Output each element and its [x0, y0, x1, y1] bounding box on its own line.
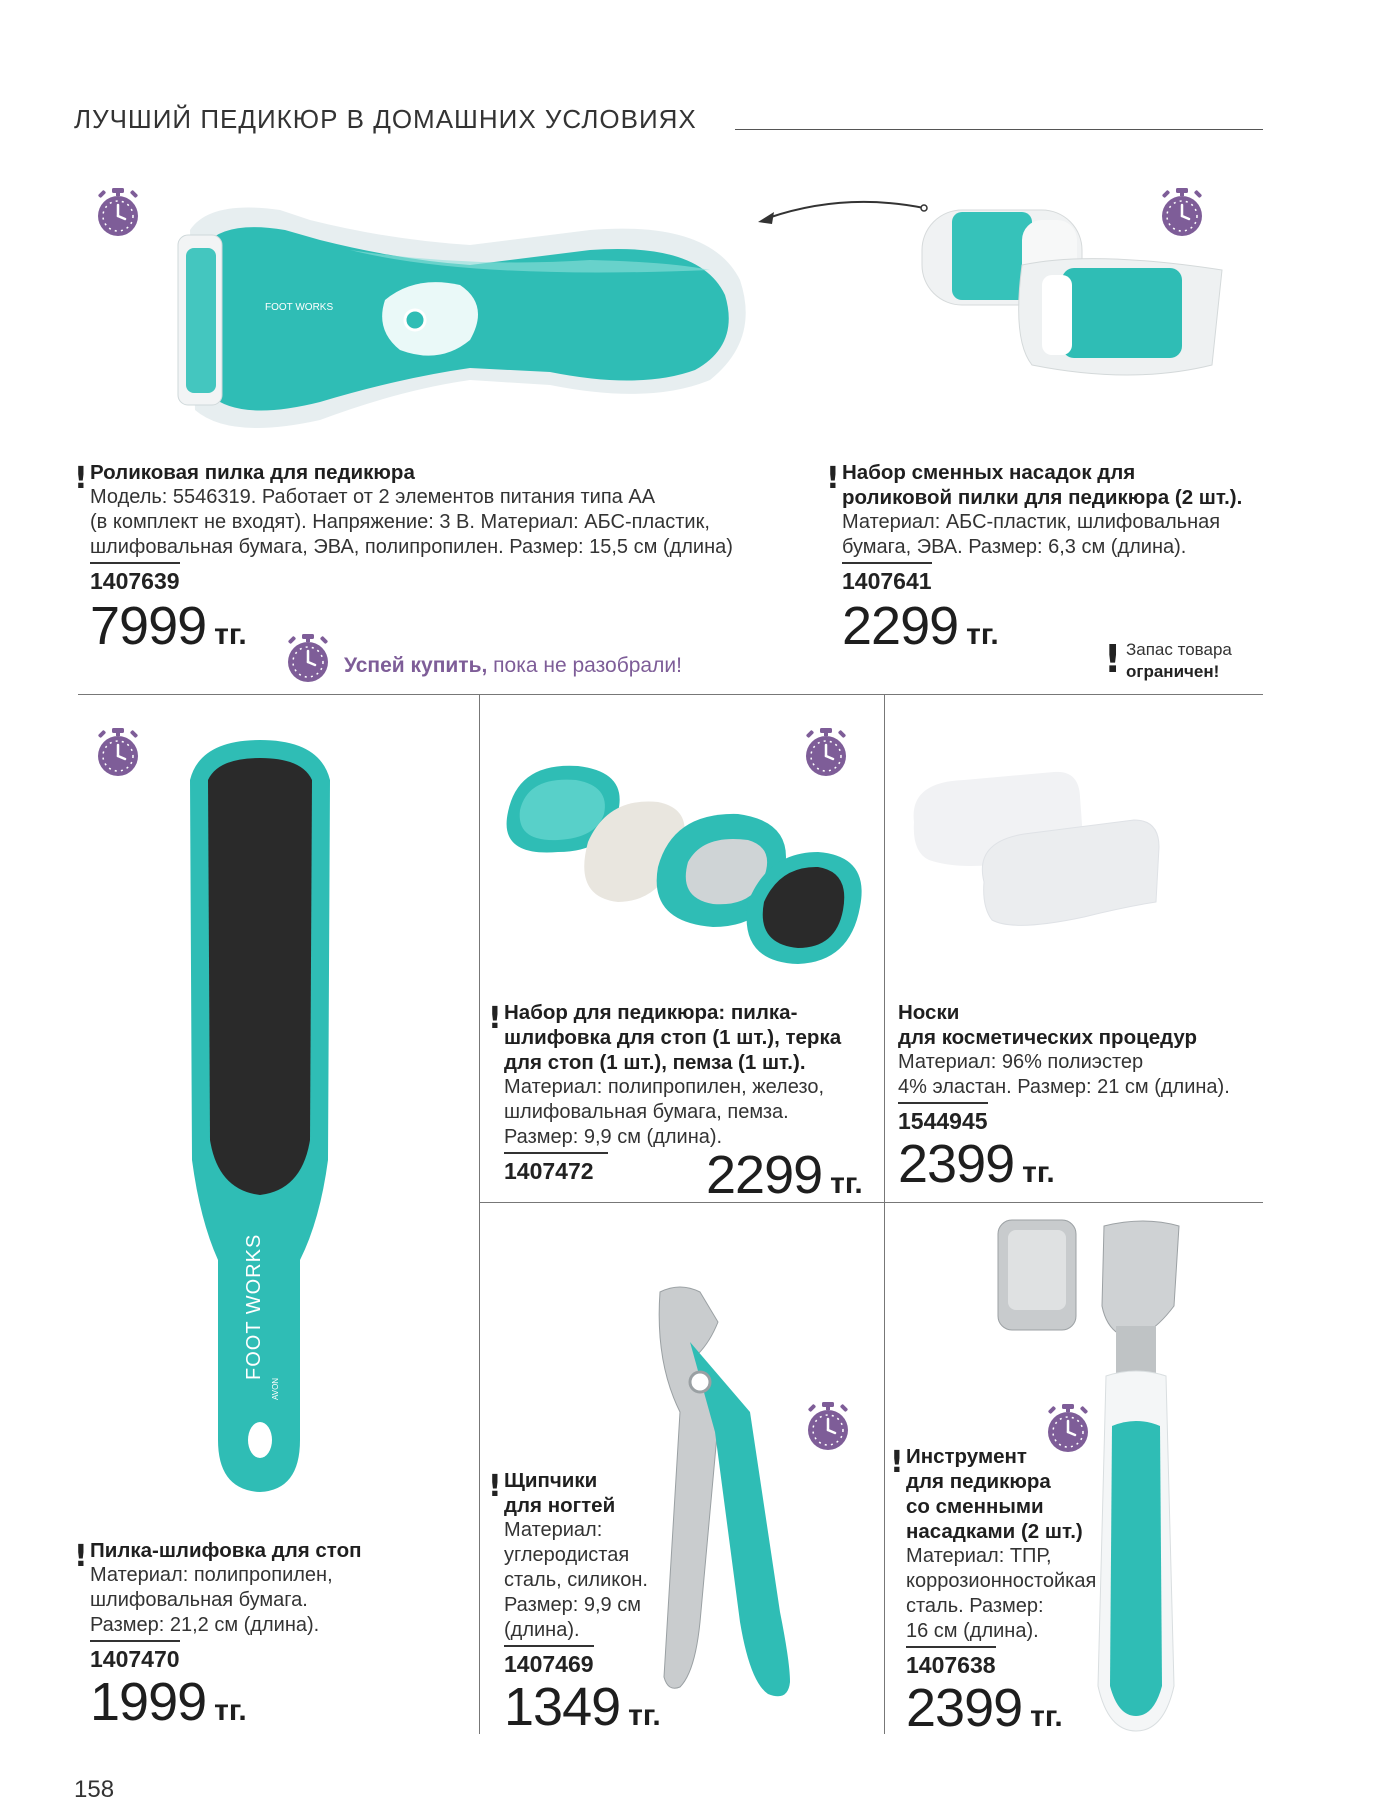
- replacement-heads-image: [912, 190, 1232, 390]
- product-code: 1407469: [504, 1645, 594, 1678]
- stock-note-line2: ограничен!: [1126, 662, 1220, 681]
- roller-file-image: [170, 190, 790, 440]
- product-description: Материал: 96% полиэстер 4% эластан. Размер: 21 см (длина).: [898, 1051, 1230, 1098]
- product-name: Набор сменных насадок для роликовой пилки для педикюра (2 шт.).: [842, 461, 1243, 509]
- limited-stock-icon: !: [488, 1469, 502, 1504]
- price-value: 2299: [706, 1145, 823, 1205]
- product-price: [706, 1145, 863, 1205]
- price-currency: тг.: [214, 1694, 247, 1727]
- price-currency: тг.: [1022, 1156, 1055, 1189]
- stock-note: [1104, 637, 1254, 688]
- product-pedicure-tool: [890, 1444, 1130, 1738]
- pedicure-set-image: [498, 752, 878, 982]
- product-roller-file: [74, 460, 794, 656]
- foot-file-brand-label: FOOT WORKS: [243, 1233, 265, 1380]
- product-code: 1407639: [90, 562, 180, 595]
- product-price: [504, 1677, 688, 1737]
- product-description: Модель: 5546319. Работает от 2 элементов питания типа АА (в комплект не входят). Напряжение: 3 В. Материал: АБС-пластик, шлифовальная бумага, ЭВА, полипропилен. Размер: 15,5 см (длина): [90, 486, 733, 558]
- product-code: 1407638: [906, 1646, 996, 1679]
- divider-col1: [479, 694, 480, 1734]
- price-currency: тг.: [1030, 1700, 1063, 1733]
- price-currency: тг.: [830, 1167, 863, 1200]
- price-value: 1349: [504, 1677, 621, 1737]
- price-currency: тг.: [628, 1699, 661, 1732]
- product-name: Роликовая пилка для педикюра: [90, 461, 415, 484]
- product-code: 1407472: [504, 1152, 608, 1185]
- page-title: ЛУЧШИЙ ПЕДИКЮР В ДОМАШНИХ УСЛОВИЯХ: [74, 104, 697, 134]
- limited-stock-icon: !: [890, 1445, 904, 1480]
- divider-middle: [479, 1202, 1263, 1203]
- arrow-icon: [754, 196, 934, 232]
- promo-rest: пока не разобрали!: [487, 654, 682, 677]
- product-price: [906, 1678, 1130, 1738]
- roller-brand-label: FOOT WORKS: [265, 302, 334, 313]
- divider-top: [78, 694, 1263, 695]
- timer-icon: [92, 726, 144, 778]
- product-description: Материал: полипропилен, шлифовальная бумага. Размер: 21,2 см (длина).: [90, 1564, 333, 1636]
- product-description: Материал: углеродистая сталь, силикон. Размер: 9,9 см (длина).: [504, 1519, 648, 1641]
- price-value: 2399: [898, 1134, 1015, 1194]
- stock-note-line1: Запас товара: [1126, 640, 1232, 659]
- limited-stock-icon: !: [826, 461, 840, 496]
- timer-icon: [282, 632, 334, 684]
- product-description: Материал: АБС-пластик, шлифовальная бумага, ЭВА. Размер: 6,3 см (длина).: [842, 511, 1221, 558]
- foot-file-sublabel: AVON: [271, 1377, 280, 1400]
- limited-stock-icon: !: [488, 1001, 502, 1036]
- product-description: Материал: полипропилен, железо, шлифовальная бумага, пемза. Размер: 9,9 см (длина).: [504, 1076, 825, 1148]
- price-value: 2399: [906, 1678, 1023, 1738]
- page-number: 158: [74, 1776, 115, 1803]
- product-replacement-heads: [826, 460, 1266, 656]
- product-name: Щипчики для ногтей: [504, 1469, 616, 1517]
- product-code: 1407470: [90, 1640, 180, 1673]
- timer-icon: [92, 186, 144, 238]
- promo-banner: [282, 632, 742, 692]
- product-socks: [898, 1000, 1268, 1194]
- price-value: 7999: [90, 596, 207, 656]
- product-code: 1407641: [842, 562, 932, 595]
- product-code: 1544945: [898, 1102, 988, 1135]
- limited-stock-icon: !: [1104, 637, 1122, 681]
- title-rule: [735, 129, 1263, 130]
- promo-text: [344, 654, 682, 678]
- price-currency: тг.: [966, 618, 999, 651]
- limited-stock-icon: !: [74, 1539, 88, 1574]
- product-pedicure-set: [488, 1000, 880, 1205]
- product-description: Материал: ТПР, коррозионностойкая сталь. Размер: 16 см (длина).: [906, 1545, 1097, 1642]
- product-price: [898, 1134, 1268, 1194]
- product-nail-clippers: [488, 1468, 688, 1737]
- product-foot-file: [74, 1538, 474, 1732]
- product-name: Инструмент для педикюра со сменными насадками (2 шт.): [906, 1445, 1083, 1543]
- divider-col2: [884, 694, 885, 1734]
- product-name: Набор для педикюра: пилка- шлифовка для стоп (1 шт.), терка для стоп (1 шт.), пемза (1 шт.).: [504, 1001, 842, 1074]
- price-value: 2299: [842, 596, 959, 656]
- foot-file-image: [160, 740, 360, 1500]
- product-name: Носки для косметических процедур: [898, 1001, 1198, 1049]
- price-currency: тг.: [214, 618, 247, 651]
- socks-image: [904, 742, 1164, 942]
- product-price: [90, 1672, 474, 1732]
- product-name: Пилка-шлифовка для стоп: [90, 1539, 362, 1562]
- price-value: 1999: [90, 1672, 207, 1732]
- promo-bold: Успей купить,: [344, 654, 488, 677]
- limited-stock-icon: !: [74, 461, 88, 496]
